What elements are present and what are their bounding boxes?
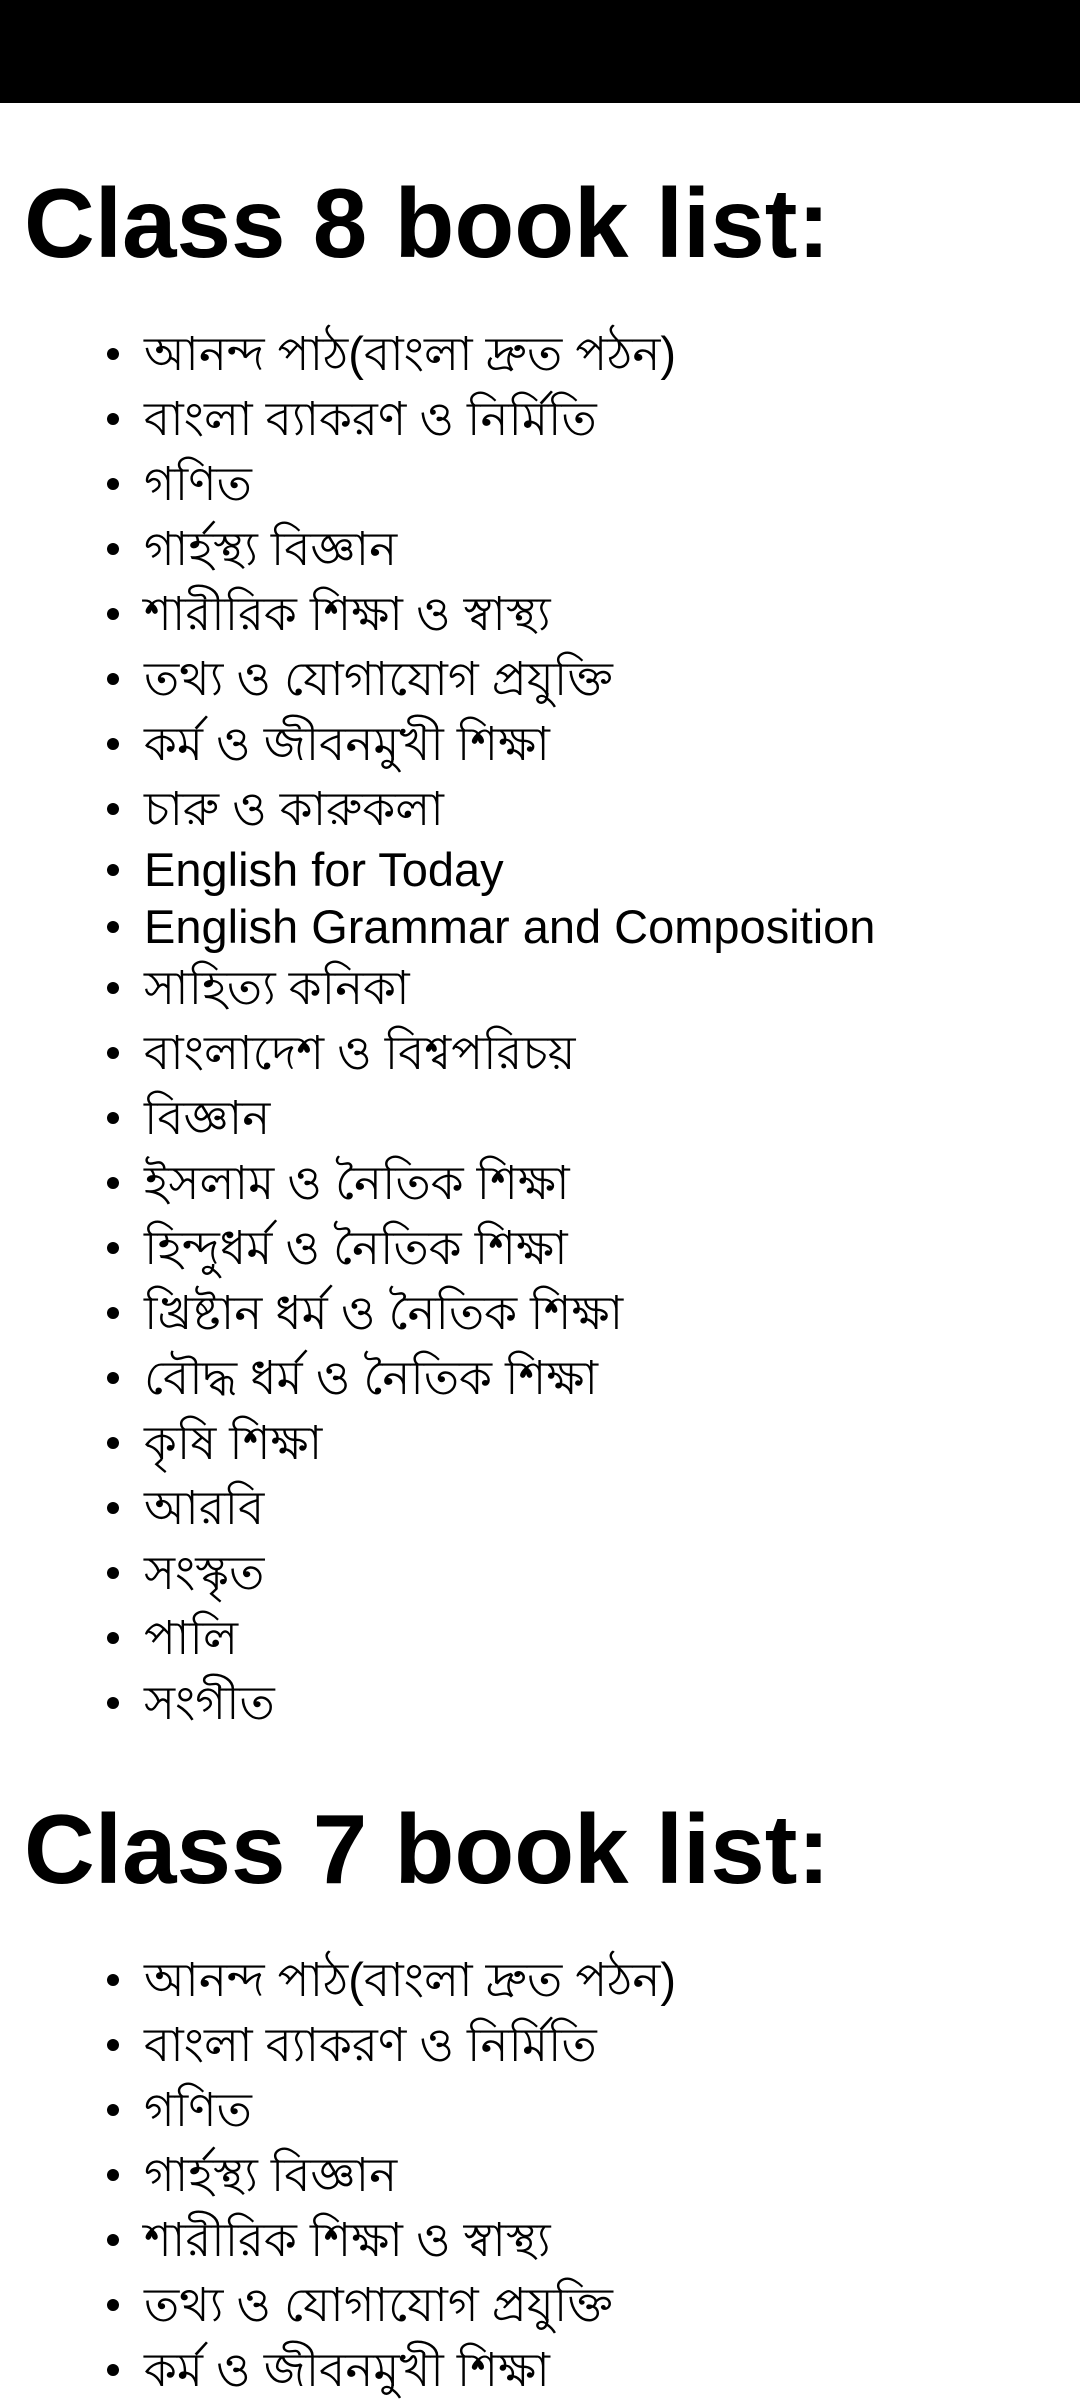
book-list-item bbox=[0, 1475, 1080, 1540]
bullet-icon bbox=[107, 1177, 119, 1189]
book-list-item bbox=[0, 1020, 1080, 1085]
bullet-icon bbox=[107, 2299, 119, 2311]
book-list-class-8 bbox=[0, 321, 1080, 1735]
bullet-icon bbox=[107, 543, 119, 555]
book-list-item bbox=[0, 841, 1080, 898]
bullet-icon bbox=[107, 1567, 119, 1579]
book-list-item bbox=[0, 2207, 1080, 2272]
bullet-icon bbox=[107, 1632, 119, 1644]
book-title: শারীরিক শিক্ষা ও স্বাস্থ্য bbox=[144, 587, 551, 640]
bullet-icon bbox=[107, 1502, 119, 1514]
bullet-icon bbox=[107, 803, 119, 815]
book-title: গণিত bbox=[144, 457, 252, 510]
book-title: চারু ও কারুকলা bbox=[144, 782, 444, 835]
book-list-item bbox=[0, 1605, 1080, 1670]
book-title: সংস্কৃত bbox=[144, 1546, 265, 1599]
bullet-icon bbox=[107, 2234, 119, 2246]
book-list-item bbox=[0, 1345, 1080, 1410]
bullet-icon bbox=[107, 1697, 119, 1709]
section-title-class-7: Class 7 book list: bbox=[24, 1794, 831, 1904]
book-list-item bbox=[0, 2272, 1080, 2337]
book-title: বাংলা ব্যাকরণ ও নির্মিতি bbox=[144, 2018, 597, 2071]
book-title: তথ্য ও যোগাযোগ প্রযুক্তি bbox=[144, 2278, 613, 2331]
section-title-class-8: Class 8 book list: bbox=[24, 168, 831, 278]
book-title: পালি bbox=[144, 1611, 239, 1664]
book-list-item bbox=[0, 1947, 1080, 2012]
bullet-icon bbox=[107, 864, 119, 876]
book-title: তথ্য ও যোগাযোগ প্রযুক্তি bbox=[144, 652, 613, 705]
book-title: কর্ম ও জীবনমুখী শিক্ষা bbox=[144, 717, 550, 770]
book-list-item bbox=[0, 646, 1080, 711]
book-title: গার্হস্থ্য বিজ্ঞান bbox=[144, 522, 398, 575]
book-list-item bbox=[0, 1540, 1080, 1605]
book-list-item bbox=[0, 1410, 1080, 1475]
book-title: বৌদ্ধ ধর্ম ও নৈতিক শিক্ষা bbox=[144, 1351, 599, 1404]
book-list-item bbox=[0, 776, 1080, 841]
book-list-item bbox=[0, 451, 1080, 516]
book-list-item bbox=[0, 516, 1080, 581]
book-title: কৃষি শিক্ষা bbox=[144, 1416, 323, 1469]
book-title: ইসলাম ও নৈতিক শিক্ষা bbox=[144, 1156, 570, 1209]
bullet-icon bbox=[107, 478, 119, 490]
status-bar bbox=[0, 0, 1080, 103]
bullet-icon bbox=[107, 1372, 119, 1384]
book-list-item bbox=[0, 711, 1080, 776]
bullet-icon bbox=[107, 2169, 119, 2181]
book-title: কর্ম ও জীবনমুখী শিক্ষা bbox=[144, 2343, 550, 2396]
book-title: শারীরিক শিক্ষা ও স্বাস্থ্য bbox=[144, 2213, 551, 2266]
bullet-icon bbox=[107, 2039, 119, 2051]
book-title: বিজ্ঞান bbox=[144, 1091, 271, 1144]
book-list-item bbox=[0, 321, 1080, 386]
book-list-item bbox=[0, 898, 1080, 955]
book-title: খ্রিষ্টান ধর্ম ও নৈতিক শিক্ষা bbox=[144, 1286, 624, 1339]
book-list-item bbox=[0, 1215, 1080, 1280]
book-title: গার্হস্থ্য বিজ্ঞান bbox=[144, 2148, 398, 2201]
book-title: সাহিত্য কনিকা bbox=[144, 961, 410, 1014]
book-title: আরবি bbox=[144, 1481, 265, 1534]
bullet-icon bbox=[107, 1242, 119, 1254]
bullet-icon bbox=[107, 738, 119, 750]
book-title: আনন্দ পাঠ(বাংলা দ্রুত পঠন) bbox=[144, 1953, 677, 2006]
bullet-icon bbox=[107, 348, 119, 360]
bullet-icon bbox=[107, 2104, 119, 2116]
book-list-item bbox=[0, 581, 1080, 646]
book-list-class-7 bbox=[0, 1947, 1080, 2402]
bullet-icon bbox=[107, 921, 119, 933]
bullet-icon bbox=[107, 1437, 119, 1449]
bullet-icon bbox=[107, 673, 119, 685]
book-title: বাংলা ব্যাকরণ ও নির্মিতি bbox=[144, 392, 597, 445]
bullet-icon bbox=[107, 413, 119, 425]
book-list-item bbox=[0, 2012, 1080, 2077]
bullet-icon bbox=[107, 608, 119, 620]
book-title: গণিত bbox=[144, 2083, 252, 2136]
book-list-item bbox=[0, 1670, 1080, 1735]
book-list-item bbox=[0, 2337, 1080, 2402]
bullet-icon bbox=[107, 1047, 119, 1059]
book-title: হিন্দুধর্ম ও নৈতিক শিক্ষা bbox=[144, 1221, 568, 1274]
book-list-item bbox=[0, 2077, 1080, 2142]
book-title: বাংলাদেশ ও বিশ্বপরিচয় bbox=[144, 1026, 576, 1079]
page-content bbox=[0, 103, 1080, 2402]
book-list-item bbox=[0, 386, 1080, 451]
bullet-icon bbox=[107, 1974, 119, 1986]
book-list-item bbox=[0, 955, 1080, 1020]
bullet-icon bbox=[107, 2364, 119, 2376]
bullet-icon bbox=[107, 1307, 119, 1319]
book-title: English for Today bbox=[144, 843, 504, 896]
book-title: English Grammar and Composition bbox=[144, 900, 876, 953]
book-list-item bbox=[0, 1085, 1080, 1150]
book-list-item bbox=[0, 2142, 1080, 2207]
book-title: সংগীত bbox=[144, 1676, 275, 1729]
book-list-item bbox=[0, 1280, 1080, 1345]
book-title: আনন্দ পাঠ(বাংলা দ্রুত পঠন) bbox=[144, 327, 677, 380]
book-list-item bbox=[0, 1150, 1080, 1215]
bullet-icon bbox=[107, 1112, 119, 1124]
bullet-icon bbox=[107, 982, 119, 994]
